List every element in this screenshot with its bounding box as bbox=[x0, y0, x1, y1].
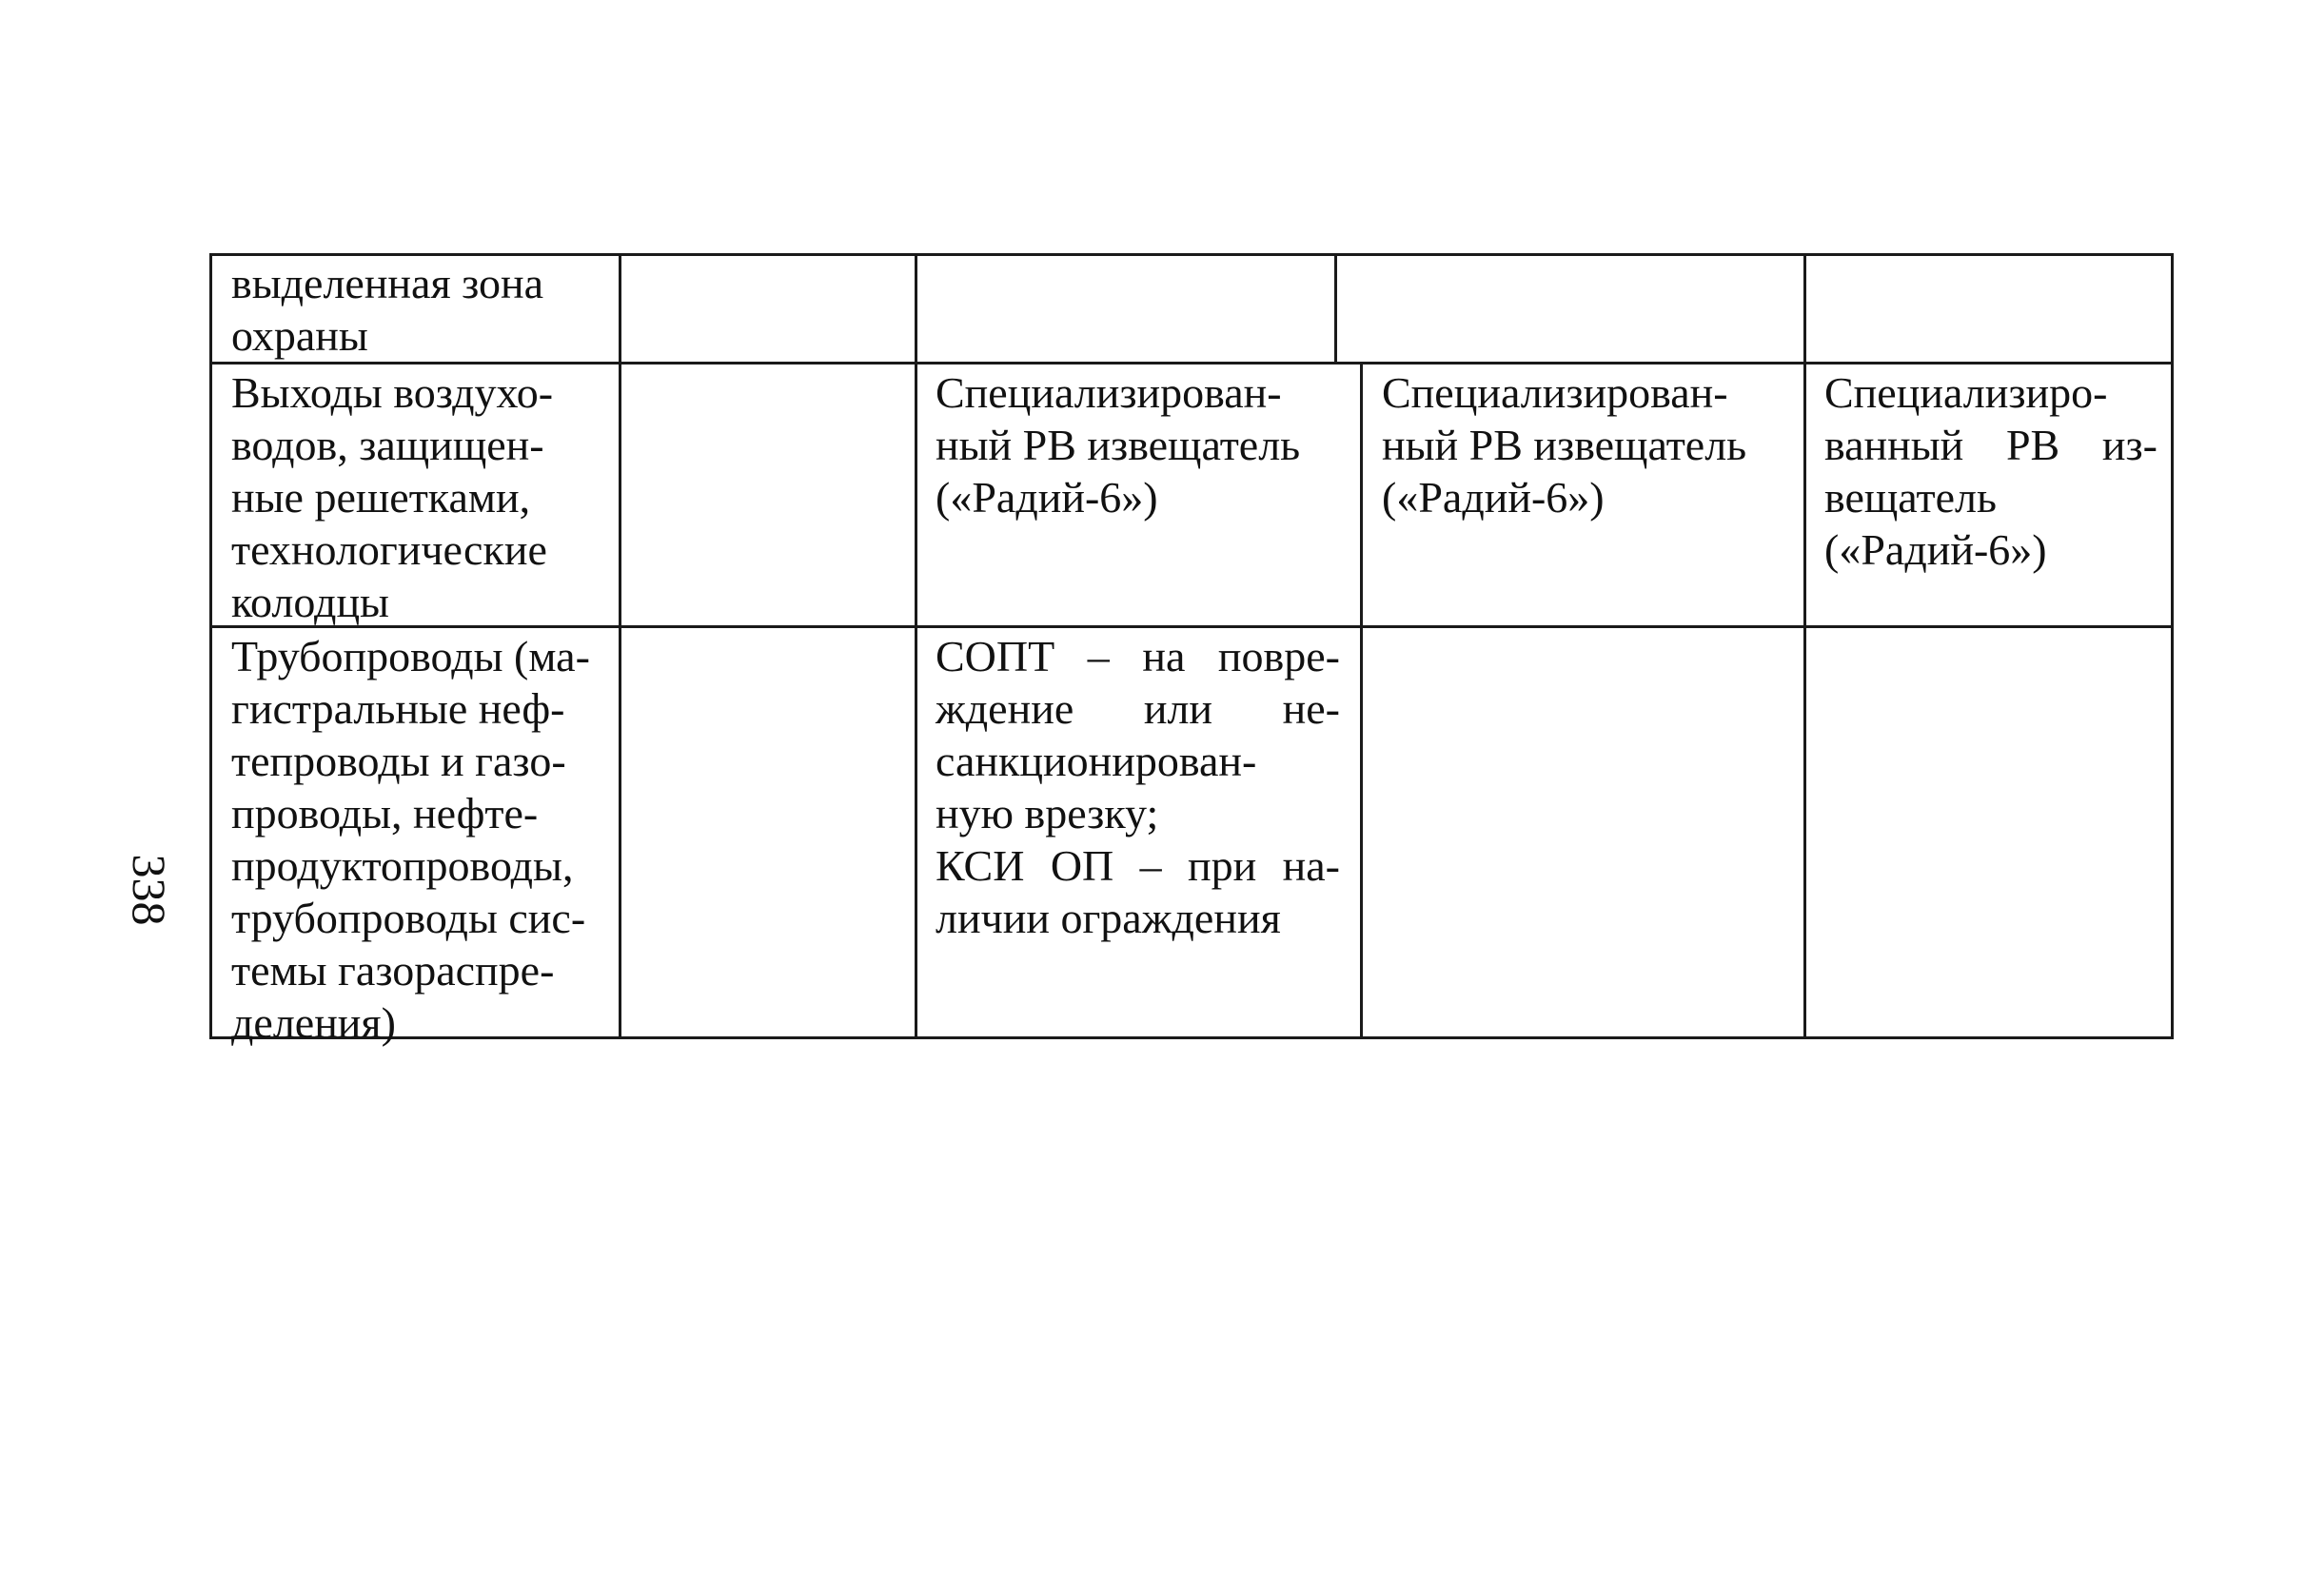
column-divider bbox=[1334, 253, 1337, 364]
cell-line: выделенная зона bbox=[231, 259, 544, 307]
cell-line: технологические bbox=[231, 525, 547, 574]
row2-col5-cell bbox=[1824, 366, 2157, 576]
cell-line: ванный РВ из- bbox=[1824, 421, 2157, 469]
column-divider bbox=[1803, 253, 1806, 1039]
cell-line: охраны bbox=[231, 311, 368, 360]
cell-line: тепроводы и газо- bbox=[231, 737, 566, 785]
cell-line: («Радий-6») bbox=[936, 473, 1158, 522]
cell-line: вещатель bbox=[1824, 473, 1997, 522]
cell-line: («Радий-6») bbox=[1824, 525, 2047, 574]
cell-line: ную врезку; bbox=[936, 789, 1159, 837]
row3-col3-cell bbox=[936, 630, 1340, 944]
cell-line: ный РВ извещатель bbox=[1382, 421, 1747, 469]
cell-line: деления) bbox=[231, 998, 396, 1047]
table-border-right bbox=[2171, 253, 2174, 1039]
cell-line: водов, защищен- bbox=[231, 421, 544, 469]
cell-line: ный РВ извещатель bbox=[936, 421, 1301, 469]
row-divider bbox=[209, 362, 2174, 365]
cell-line: проводы, нефте- bbox=[231, 789, 539, 837]
column-divider bbox=[1360, 362, 1363, 1039]
cell-line: Специализирован- bbox=[1382, 368, 1728, 417]
cell-line: Специализирован- bbox=[936, 368, 1282, 417]
row2-col4-cell bbox=[1382, 366, 1791, 523]
cell-line: гистральные неф- bbox=[231, 684, 565, 733]
row2-col3-cell bbox=[936, 366, 1335, 523]
page-number: 338 bbox=[123, 854, 176, 926]
cell-line: СОПТ – на повре- bbox=[936, 632, 1340, 680]
table-border-top bbox=[209, 253, 2174, 256]
cell-line: («Радий-6») bbox=[1382, 473, 1605, 522]
row3-object-cell bbox=[231, 630, 612, 1049]
cell-line: продуктопроводы, bbox=[231, 841, 574, 890]
cell-line: темы газораспре- bbox=[231, 946, 555, 995]
column-divider bbox=[619, 253, 621, 1039]
cell-line: Выходы воздухо- bbox=[231, 368, 554, 417]
cell-line: колодцы bbox=[231, 578, 389, 626]
row2-object-cell bbox=[231, 366, 607, 628]
cell-line: ждение или не- bbox=[936, 684, 1340, 733]
cell-line: личии ограждения bbox=[936, 894, 1281, 942]
table-border-left bbox=[209, 253, 212, 1039]
cell-line: ные решетками, bbox=[231, 473, 531, 522]
cell-line: КСИ ОП – при на- bbox=[936, 841, 1340, 890]
cell-line: Трубопроводы (ма- bbox=[231, 632, 590, 680]
column-divider bbox=[915, 253, 917, 1039]
cell-line: трубопроводы сис- bbox=[231, 894, 586, 942]
cell-line: Специализиро- bbox=[1824, 368, 2108, 417]
row1-object-cell bbox=[231, 257, 607, 362]
cell-line: санкционирован- bbox=[936, 737, 1257, 785]
